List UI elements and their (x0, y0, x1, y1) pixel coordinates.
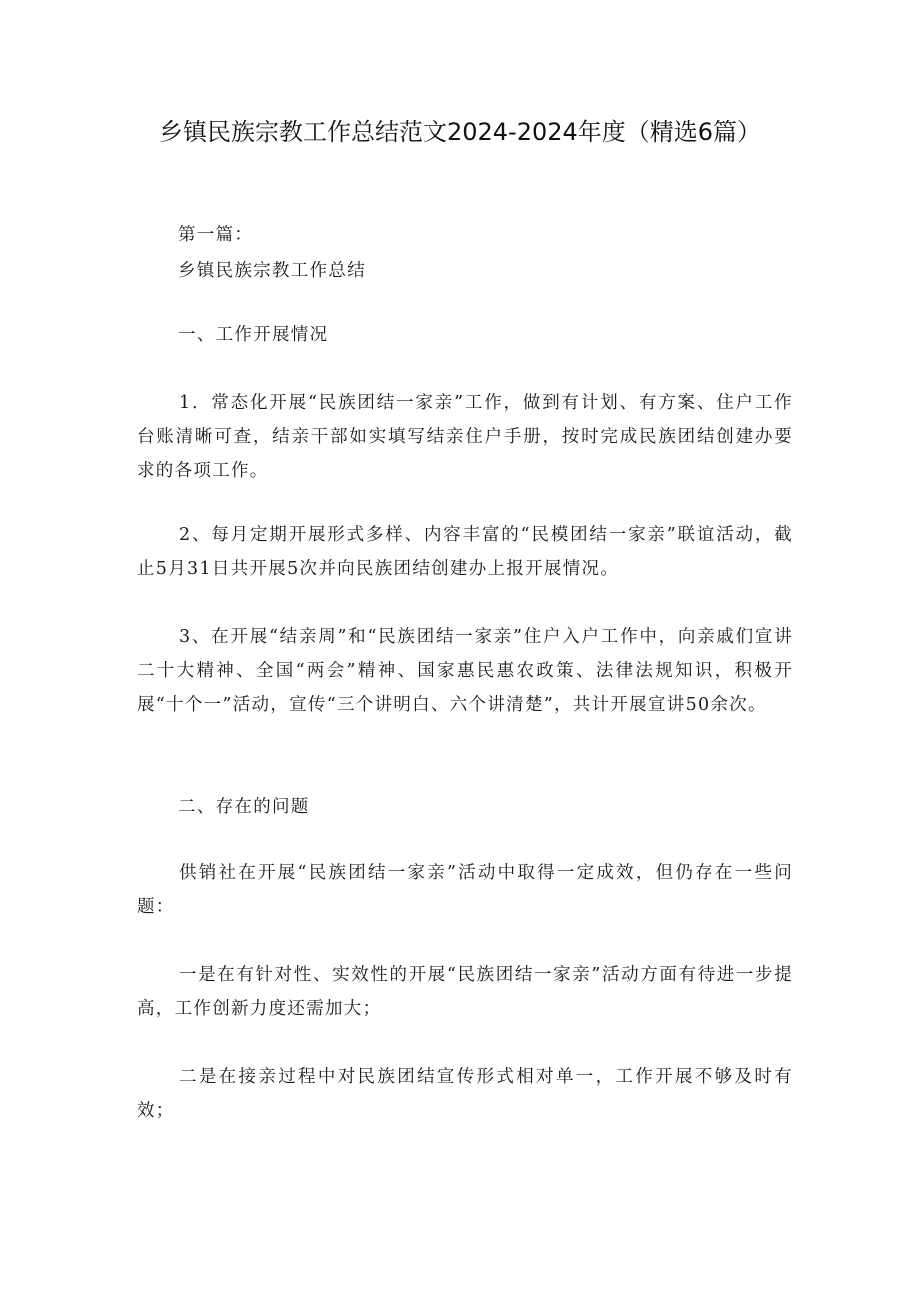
paragraph-problem-2: 二是在接亲过程中对民族团结宣传形式相对单一，工作开展不够及时有效； (137, 1067, 793, 1121)
paragraph-item-3: 3、在开展“结亲周”和“民族团结一家亲”住户入户工作中，向亲戚们宣讲二十大精神、全国“两会”精神、国家惠民惠农政策、法律法规知识，积极开展“十个一”活动，宣传“三个讲明白、六个讲清楚”，共计开展宣讲50余次。 (137, 627, 793, 715)
part-label: 第一篇： (178, 225, 254, 245)
paragraph-item-1: 1．常态化开展“民族团结一家亲”工作，做到有计划、有方案、住户工作台账清晰可查，结亲干部如实填写结亲住户手册，按时完成民族团结创建办要求的各项工作。 (137, 393, 793, 481)
paragraph-problems-intro: 供销社在开展“民族团结一家亲”活动中取得一定成效，但仍存在一些问题： (137, 863, 793, 917)
paragraph-problem-1: 一是在有针对性、实效性的开展“民族团结一家亲”活动方面有待进一步提高，工作创新力度还需加大； (137, 965, 793, 1019)
section-heading-problems: 二、存在的问题 (178, 797, 310, 817)
document-title: 乡镇民族宗教工作总结范文2024-2024年度（精选6篇） (158, 118, 762, 146)
paragraph-item-2: 2、每月定期开展形式多样、内容丰富的“民模团结一家亲”联谊活动，截止5月31日共开展5次并向民族团结创建办上报开展情况。 (137, 525, 793, 579)
section-heading-work-progress: 一、工作开展情况 (178, 325, 329, 345)
part-title: 乡镇民族宗教工作总结 (178, 261, 366, 281)
